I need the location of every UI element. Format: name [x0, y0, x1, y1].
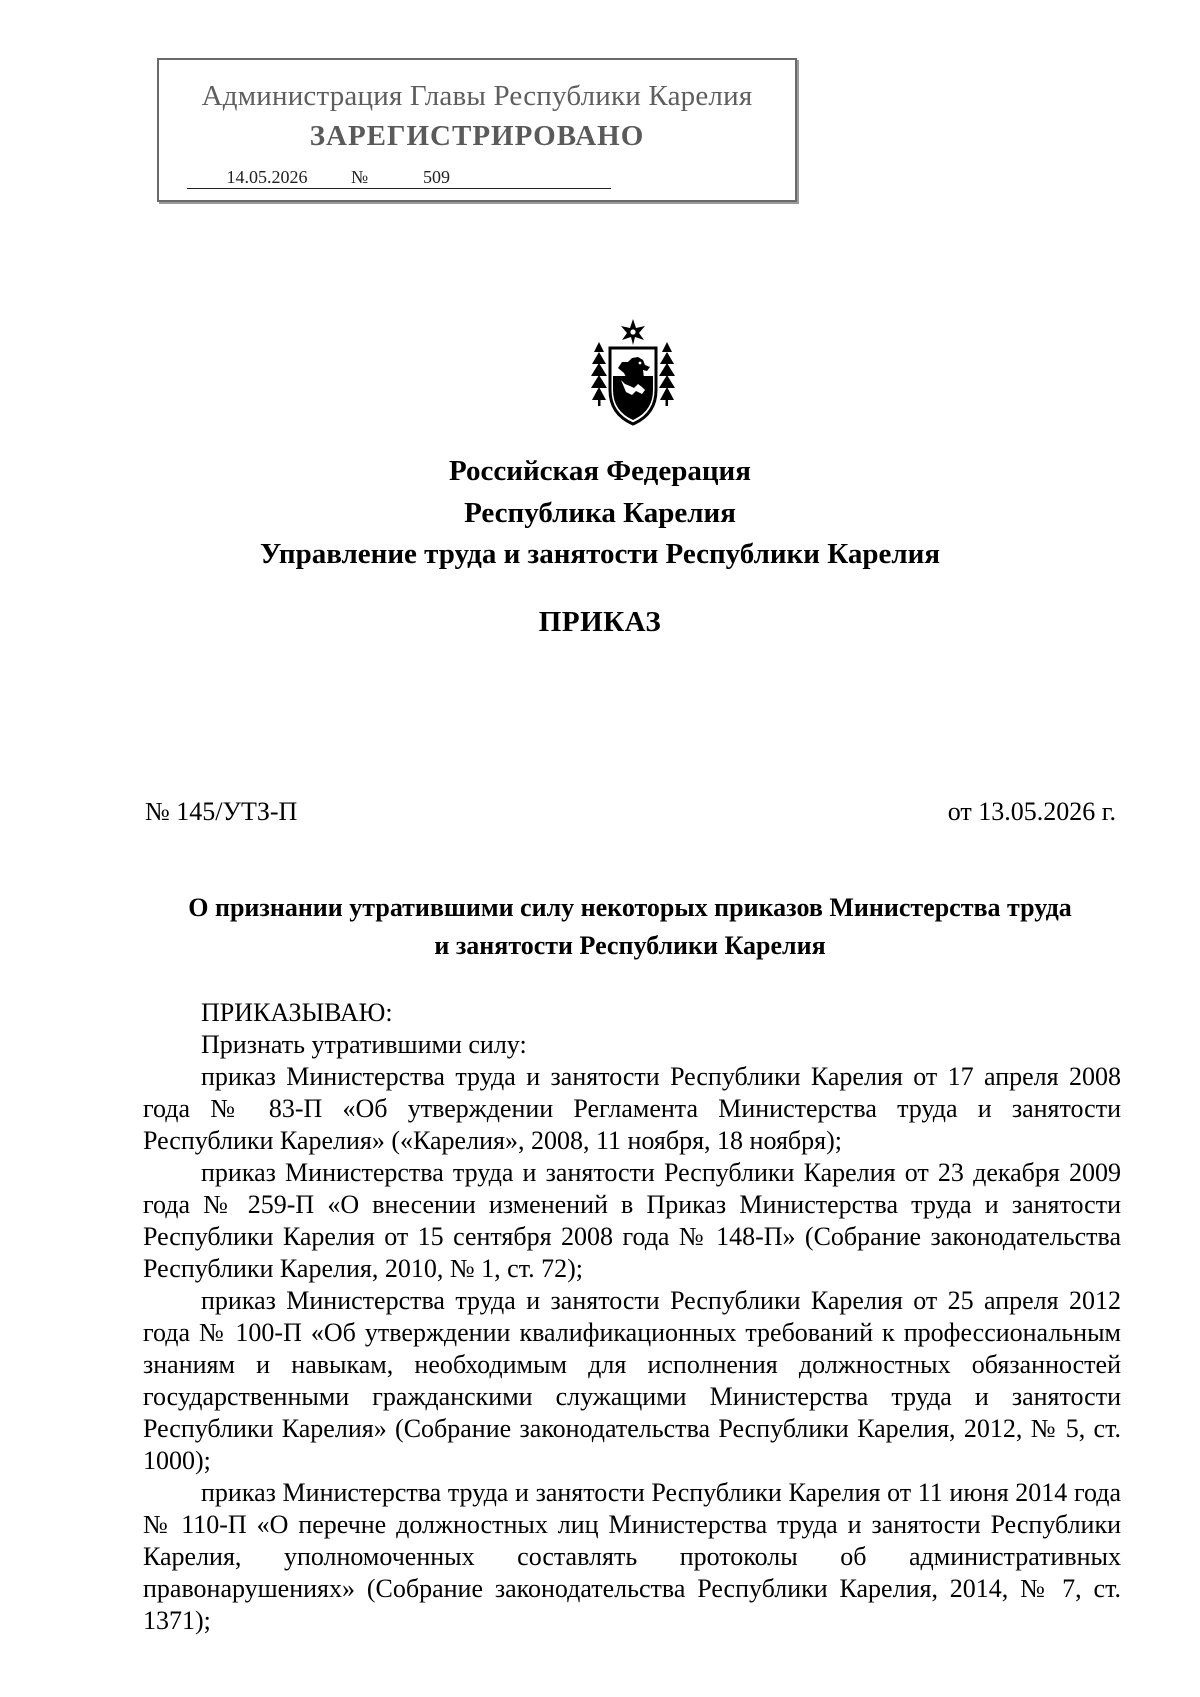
- body-intro: Признать утратившими силу:: [201, 1030, 527, 1059]
- order-number: № 145/УТЗ-П: [145, 797, 298, 826]
- order-date: от 13.05.2026 г.: [947, 797, 1116, 826]
- stamp-number: 509: [379, 167, 611, 189]
- registration-stamp: [157, 58, 797, 202]
- stamp-date: 14.05.2026: [187, 167, 347, 189]
- karelia-coat-of-arms-icon: [588, 318, 678, 430]
- stamp-status: ЗАРЕГИСТРИРОВАНО: [309, 120, 645, 152]
- stamp-registration-line: [187, 167, 611, 189]
- stamp-organization: Администрация Главы Республики Карелия: [201, 80, 753, 112]
- order-body: [143, 997, 1121, 1637]
- directive-word: ПРИКАЗЫВАЮ:: [201, 998, 393, 1027]
- repealed-order-item: приказ Министерства труда и занятости Республики Карелия от 17 апреля 2008 года № 83-П «Об утверждении Регламента Министерства труда и занятости Республики Карелия» («Карелия», 2008, 11 ноября, 18 ноября);: [143, 1062, 1121, 1155]
- stamp-number-sign: №: [347, 167, 379, 189]
- repealed-order-item: приказ Министерства труда и занятости Республики Карелия от 25 апреля 2012 года № 100-П «Об утверждении квалификационных требований к профессиональным знаниям и навыкам, необходимым для исполнения должностных обязанностей государственными гражданскими служащими Министерства труда и занятости Республики Карелия» (Собрание законодательства Республики Карелия, 2012, № 5, ст. 1000);: [143, 1286, 1121, 1475]
- repealed-order-item: приказ Министерства труда и занятости Республики Карелия от 23 декабря 2009 года № 259-П «О внесении изменений в Приказ Министерства труда и занятости Республики Карелия от 15 сентября 2008 года № 148-П» (Собрание законодательства Республики Карелия, 2010, № 1, ст. 72);: [143, 1158, 1121, 1283]
- repealed-order-item: приказ Министерства труда и занятости Республики Карелия от 11 июня 2014 года № 110-П «О перечне должностных лиц Министерства труда и занятости Республики Карелия, уполномоченных составлять протоколы об административных правонарушениях» (Собрание законодательства Республики Карелия, 2014, № 7, ст. 1371);: [143, 1478, 1121, 1635]
- header-agency: Управление труда и занятости Республики Карелия: [259, 538, 941, 570]
- order-subject-line-2: и занятости Республики Карелия: [434, 931, 826, 960]
- order-subject: [140, 889, 1120, 965]
- order-subject-line-1: О признании утратившими силу некоторых приказов Министерства труда: [188, 893, 1072, 922]
- header-country: Российская Федерация: [449, 455, 751, 487]
- document-type-title: ПРИКАЗ: [538, 606, 662, 638]
- header-republic: Республика Карелия: [464, 497, 736, 529]
